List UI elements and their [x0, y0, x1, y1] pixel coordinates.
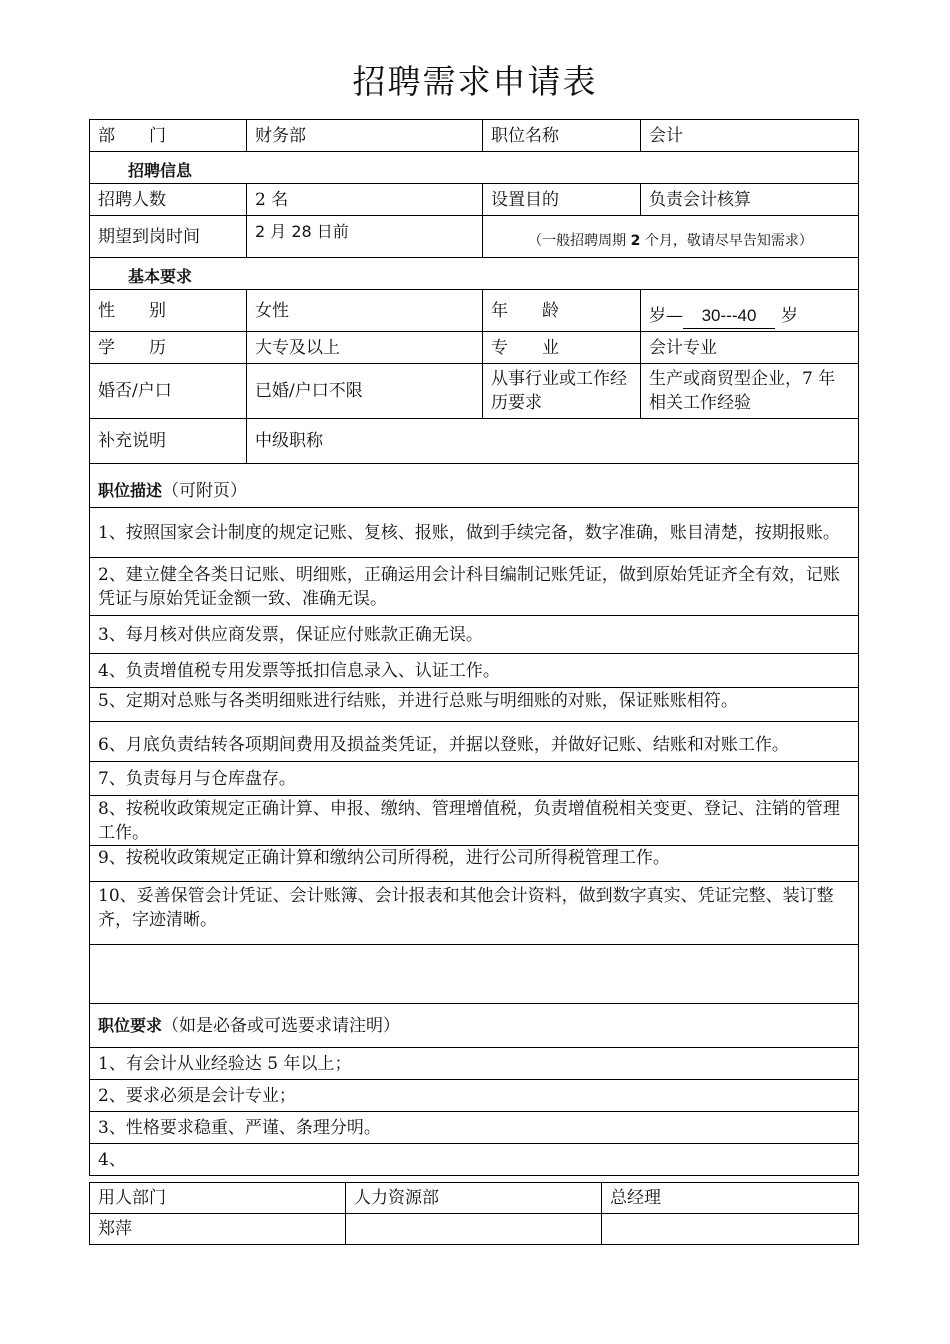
- job-desc-item: 7、负责每月与仓库盘存。: [90, 762, 859, 796]
- age-prefix: 岁—: [649, 306, 683, 326]
- blank-row: [90, 945, 859, 1004]
- job-desc-item: 4、负责增值税专用发票等抵扣信息录入、认证工作。: [90, 654, 859, 688]
- marital-value: 已婚/户口不限: [247, 364, 483, 419]
- gm-label: 总经理: [602, 1183, 859, 1214]
- job-req-label: 职位要求: [98, 1015, 163, 1035]
- extra-label: 补充说明: [90, 419, 247, 464]
- job-req-item: 1、有会计从业经验达 5 年以上；: [90, 1048, 859, 1080]
- industry-label: 从事行业或工作经历要求: [483, 364, 641, 419]
- marital-label: 婚否/户口: [90, 364, 247, 419]
- edu-label: 学 历: [90, 332, 247, 364]
- note-suffix: 个月，敬请尽早告知需求）: [644, 233, 813, 249]
- job-desc-heading: [90, 464, 859, 508]
- age-suffix: 岁: [781, 306, 798, 326]
- age-range: 30---40: [683, 304, 775, 329]
- form-title: 招聘需求申请表: [352, 62, 598, 101]
- dept-value: 财务部: [247, 120, 483, 152]
- hr-label: 人力资源部: [346, 1183, 602, 1214]
- major-value: 会计专业: [641, 332, 859, 364]
- recruit-info-heading: 招聘信息: [90, 152, 859, 184]
- signature-table: [89, 1182, 859, 1245]
- edu-value: 大专及以上: [247, 332, 483, 364]
- job-desc-item: 8、按税收政策规定正确计算、申报、缴纳、管理增值税，负责增值税相关变更、登记、注销的管理工作。: [90, 796, 859, 846]
- note-number: 2: [630, 233, 641, 249]
- recruitment-form: [89, 119, 859, 1176]
- position-label: 职位名称: [483, 120, 641, 152]
- note-prefix: （一般招聘周期: [528, 233, 627, 249]
- dept-label: 部 门: [90, 120, 247, 152]
- count-label: 招聘人数: [90, 184, 247, 216]
- date-value: 2 月 28 日前: [247, 216, 483, 258]
- job-desc-item: 1、按照国家会计制度的规定记账、复核、报账，做到手续完备，数字准确，账目清楚，按期报账。: [90, 508, 859, 558]
- job-req-item: 3、性格要求稳重、严谨、条理分明。: [90, 1112, 859, 1144]
- job-desc-item: 6、月底负责结转各项期间费用及损益类凭证，并据以登账，并做好记账、结账和对账工作。: [90, 722, 859, 762]
- job-desc-item: 5、定期对总账与各类明细账进行结账，并进行总账与明细账的对账，保证账账相符。: [90, 688, 859, 722]
- job-desc-item: 2、建立健全各类日记账、明细账，正确运用会计科目编制记账凭证，做到原始凭证齐全有效，记账凭证与原始凭证金额一致、准确无误。: [90, 558, 859, 616]
- age-label: 年 龄: [483, 290, 641, 332]
- hr-signature: [346, 1214, 602, 1245]
- job-desc-item: 9、按税收政策规定正确计算和缴纳公司所得税，进行公司所得税管理工作。: [90, 846, 859, 882]
- gender-value: 女性: [247, 290, 483, 332]
- job-desc-note: （可附页）: [162, 481, 248, 501]
- date-label: 期望到岗时间: [90, 216, 247, 258]
- job-desc-item: 3、每月核对供应商发票，保证应付账款正确无误。: [90, 616, 859, 654]
- extra-value: 中级职称: [247, 419, 859, 464]
- purpose-label: 设置目的: [483, 184, 641, 216]
- job-req-heading: [90, 1004, 859, 1048]
- recruit-cycle-note: [483, 216, 859, 258]
- job-req-item: 4、: [90, 1144, 859, 1176]
- major-label: 专 业: [483, 332, 641, 364]
- industry-value: 生产或商贸型企业，7 年相关工作经验: [641, 364, 859, 419]
- job-req-item: 2、要求必须是会计专业；: [90, 1080, 859, 1112]
- job-desc-label: 职位描述: [98, 481, 163, 500]
- basic-req-heading: 基本要求: [90, 258, 859, 290]
- age-value: [641, 290, 859, 332]
- employing-dept-label: 用人部门: [90, 1183, 346, 1214]
- gm-signature: [602, 1214, 859, 1245]
- gender-label: 性 别: [90, 290, 247, 332]
- purpose-value: 负责会计核算: [641, 184, 859, 216]
- count-value: 2 名: [247, 184, 483, 216]
- job-req-note: （如是必备或可选要求请注明）: [162, 1015, 401, 1036]
- job-desc-item: 10、妥善保管会计凭证、会计账簿、会计报表和其他会计资料，做到数字真实、凭证完整、装订整齐，字迹清晰。: [90, 882, 859, 945]
- position-value: 会计: [641, 120, 859, 152]
- employing-dept-signature: 郑萍: [90, 1214, 346, 1245]
